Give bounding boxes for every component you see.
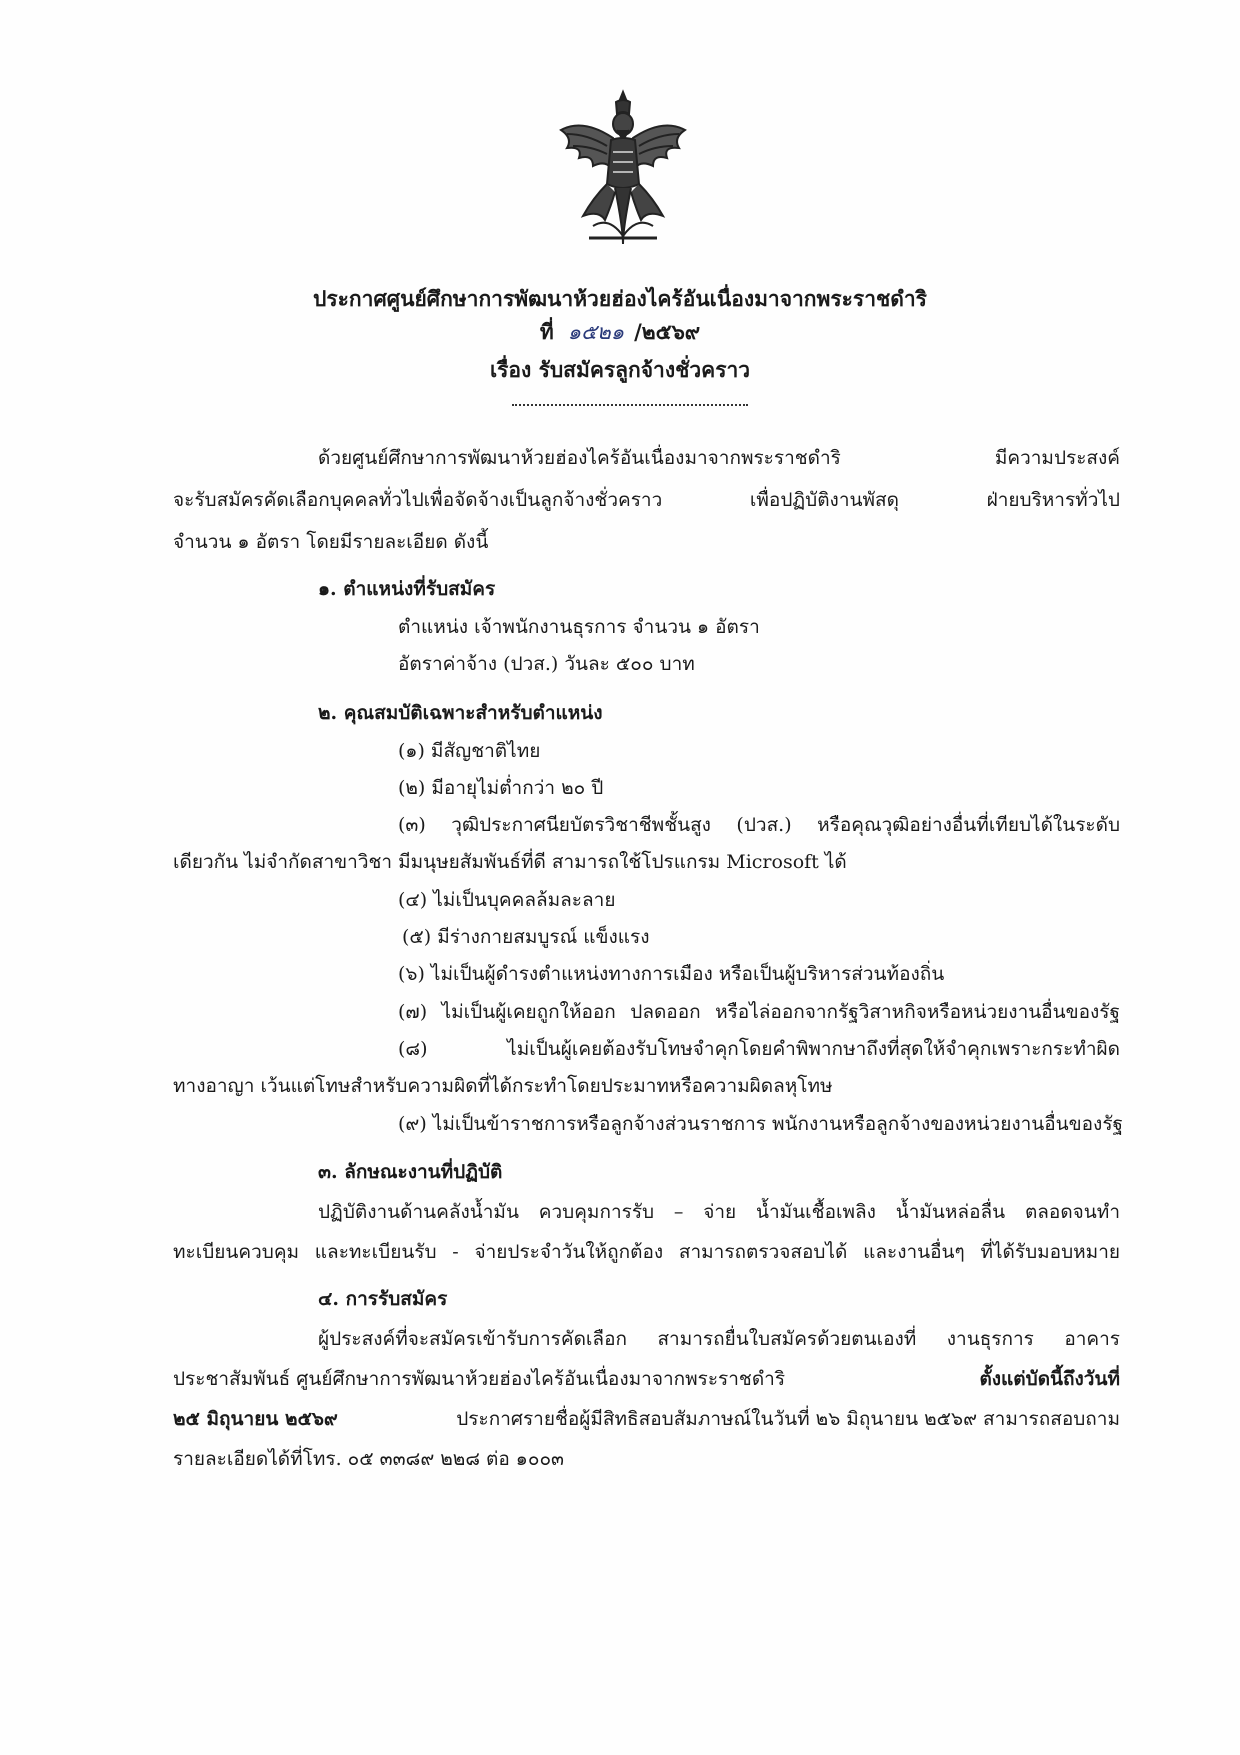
section1-wage: อัตราค่าจ้าง (ปวส.) วันละ ๕๐๐ บาท <box>398 653 695 675</box>
section4-line-2-text: ประชาสัมพันธ์ ศูนย์ศึกษาการพัฒนาห้วยฮ่องไคร้อันเนื่องมาจากพระราชดำริ <box>173 1368 786 1390</box>
qualification-1: (๑) มีสัญชาติไทย <box>398 740 541 762</box>
number-suffix: /๒๕๖๙ <box>634 319 701 344</box>
qualification-6: (๖) ไม่เป็นผู้ดำรงตำแหน่งทางการเมือง หรือเป็นผู้บริหารส่วนท้องถิ่น <box>398 963 945 985</box>
section4-line-2 <box>173 1365 1120 1393</box>
section4-contact: รายละเอียดได้ที่โทร. ๐๕ ๓๓๘๙ ๒๒๘ ต่อ ๑๐๐๓ <box>173 1448 565 1470</box>
section4-line-3 <box>173 1405 1120 1433</box>
section4-line-1: ผู้ประสงค์ที่จะสมัครเข้ารับการคัดเลือก สามารถยื่นใบสมัครด้วยตนเองที่ งานธุรการ อาคาร <box>318 1328 1120 1350</box>
qualification-3-line-2: เดียวกัน ไม่จำกัดสาขาวิชา มีมนุษยสัมพันธ์ที่ดี สามารถใช้โปรแกรม Microsoft ได้ <box>173 851 847 873</box>
intro-line-1: ด้วยศูนย์ศึกษาการพัฒนาห้วยฮ่องไคร้อันเนื่องมาจากพระราชดำริ มีความประสงค์ <box>318 447 1120 469</box>
section1-position: ตำแหน่ง เจ้าพนักงานธุรการ จำนวน ๑ อัตรา <box>398 616 760 638</box>
section3-title: ๓. ลักษณะงานที่ปฏิบัติ <box>318 1161 503 1183</box>
section2-title: ๒. คุณสมบัติเฉพาะสำหรับตำแหน่ง <box>318 702 603 724</box>
section3-line-2: ทะเบียนควบคุม และทะเบียนรับ - จ่ายประจำวันให้ถูกต้อง สามารถตรวจสอบได้ และงานอื่นๆ ที่ได้รับมอบหมาย <box>173 1241 1120 1263</box>
announcement-subject: เรื่อง รับสมัครลูกจ้างชั่วคราว <box>489 357 751 382</box>
qualification-9: (๙) ไม่เป็นข้าราชการหรือลูกจ้างส่วนราชการ พนักงานหรือลูกจ้างของหน่วยงานอื่นของรัฐ <box>398 1113 1124 1135</box>
section4-deadline-date: ๒๕ มิถุนายน ๒๕๖๙ <box>173 1408 338 1430</box>
handwritten-number: ๑๕๒๑ <box>567 320 625 344</box>
qualification-5: (๕) มีร่างกายสมบูรณ์ แข็งแรง <box>402 926 650 948</box>
qualification-2: (๒) มีอายุไม่ต่ำกว่า ๒๐ ปี <box>398 777 604 799</box>
section4-line-3-text: ประกาศรายชื่อผู้มีสิทธิสอบสัมภาษณ์ในวันที่ ๒๖ มิถุนายน ๒๕๖๙ สามารถสอบถาม <box>456 1408 1120 1430</box>
qualification-4: (๔) ไม่เป็นบุคคลล้มละลาย <box>398 889 616 911</box>
number-prefix: ที่ <box>539 319 554 344</box>
section4-application-period: ตั้งแต่บัดนี้ถึงวันที่ <box>979 1368 1120 1390</box>
qualification-7: (๗) ไม่เป็นผู้เคยถูกให้ออก ปลดออก หรือไล่ออกจากรัฐวิสาหกิจหรือหน่วยงานอื่นของรัฐ <box>398 1001 1120 1023</box>
intro-line-2: จะรับสมัครคัดเลือกบุคคลทั่วไปเพื่อจัดจ้างเป็นลูกจ้างชั่วคราว เพื่อปฏิบัติงานพัสดุ ฝ่ายบริหารทั่วไป <box>173 489 1120 511</box>
section1-title: ๑. ตำแหน่งที่รับสมัคร <box>318 578 496 600</box>
intro-line-3: จำนวน ๑ อัตรา โดยมีรายละเอียด ดังนี้ <box>173 531 489 553</box>
dotted-divider <box>512 404 748 406</box>
section3-line-1: ปฏิบัติงานด้านคลังน้ำมัน ควบคุมการรับ – จ่าย น้ำมันเชื้อเพลิง น้ำมันหล่อลื่น ตลอดจนทำ <box>318 1201 1120 1223</box>
section4-title: ๔. การรับสมัคร <box>318 1288 448 1310</box>
announcement-title: ประกาศศูนย์ศึกษาการพัฒนาห้วยฮ่องไคร้อันเนื่องมาจากพระราชดำริ <box>313 286 927 311</box>
qualification-8-line-2: ทางอาญา เว้นแต่โทษสำหรับความผิดที่ได้กระทำโดยประมาทหรือความผิดลหุโทษ <box>173 1075 833 1097</box>
qualification-3-line-1: (๓) วุฒิประกาศนียบัตรวิชาชีพชั้นสูง (ปวส.) หรือคุณวุฒิอย่างอื่นที่เทียบได้ในระดับ <box>398 814 1120 836</box>
garuda-emblem-icon <box>553 88 693 248</box>
qualification-8-line-1: (๘) ไม่เป็นผู้เคยต้องรับโทษจำคุกโดยคำพิพากษาถึงที่สุดให้จำคุกเพราะกระทำผิด <box>398 1038 1120 1060</box>
announcement-number <box>0 317 1240 347</box>
